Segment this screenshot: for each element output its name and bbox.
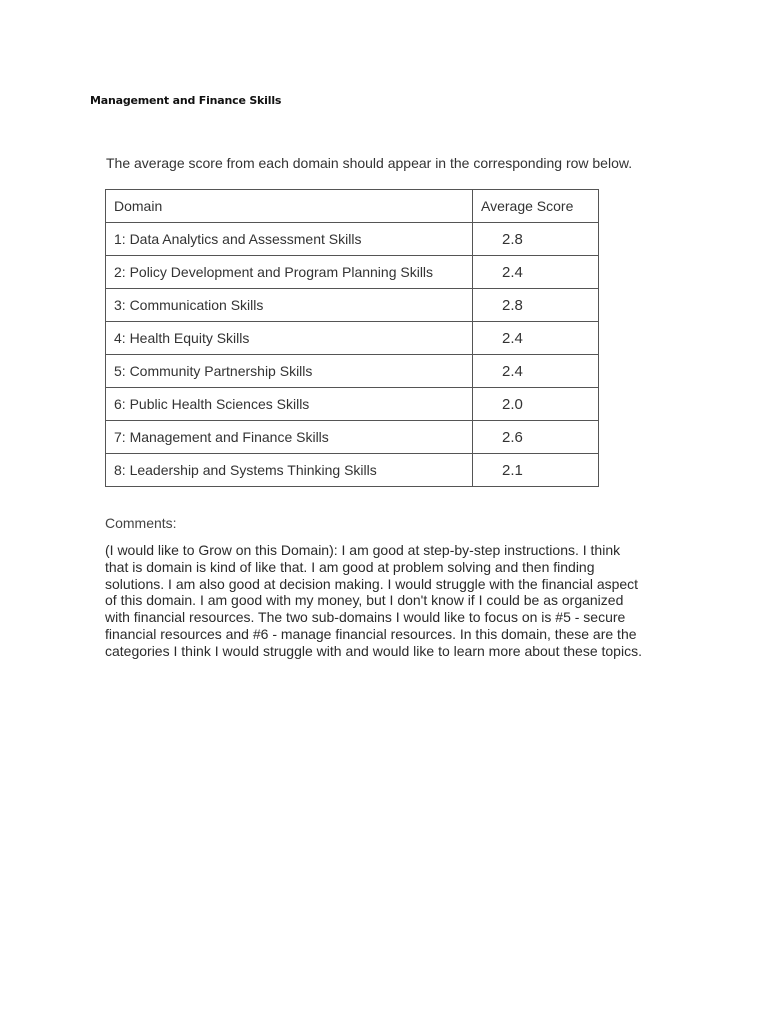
table-row [106,289,599,322]
score-cell: 2.4 [473,322,599,355]
domain-cell: 5: Community Partnership Skills [106,355,473,388]
table-row [106,421,599,454]
score-cell: 2.0 [473,388,599,421]
comment-line: categories I think I would struggle with and would like to learn more about these topics. [105,642,642,659]
score-cell: 2.1 [473,454,599,487]
score-cell: 2.4 [473,256,599,289]
intro-text: The average score from each domain should appear in the corresponding row below. [106,155,633,171]
domain-cell: 1: Data Analytics and Assessment Skills [106,223,473,256]
domain-cell: 4: Health Equity Skills [106,322,473,355]
domain-column-header: Domain [106,190,473,223]
score-cell: 2.6 [473,421,599,454]
table-row [106,256,599,289]
table-row [106,454,599,487]
page-title: Management and Finance Skills [90,94,282,107]
comment-line: with financial resources. The two sub-domains I would like to focus on is #5 - secure [105,609,626,626]
comments-heading: Comments: [105,515,177,531]
domain-cell: 6: Public Health Sciences Skills [106,388,473,421]
comment-line: solutions. I am also good at decision making. I would struggle with the financial aspect [105,575,639,592]
score-cell: 2.8 [473,289,599,322]
table-row [106,388,599,421]
comment-line: of this domain. I am good with my money, but I don't know if I could be as organized [105,592,624,609]
comment-line: that is domain is kind of like that. I am good at problem solving and then finding [105,558,595,575]
table-header-row [106,190,599,223]
score-cell: 2.4 [473,355,599,388]
domain-cell: 2: Policy Development and Program Planning Skills [106,256,473,289]
comment-line: financial resources and #6 - manage financial resources. In this domain, these are the [105,625,637,642]
domain-cell: 8: Leadership and Systems Thinking Skills [106,454,473,487]
table-row [106,322,599,355]
comment-line: (I would like to Grow on this Domain): I am good at step-by-step instructions. I think [105,542,621,558]
domain-scores-table [105,189,599,487]
domain-cell: 7: Management and Finance Skills [106,421,473,454]
average-score-column-header: Average Score [473,190,599,223]
comments-paragraph [105,542,685,660]
table-row [106,355,599,388]
table-row [106,223,599,256]
score-cell: 2.8 [473,223,599,256]
domain-cell: 3: Communication Skills [106,289,473,322]
